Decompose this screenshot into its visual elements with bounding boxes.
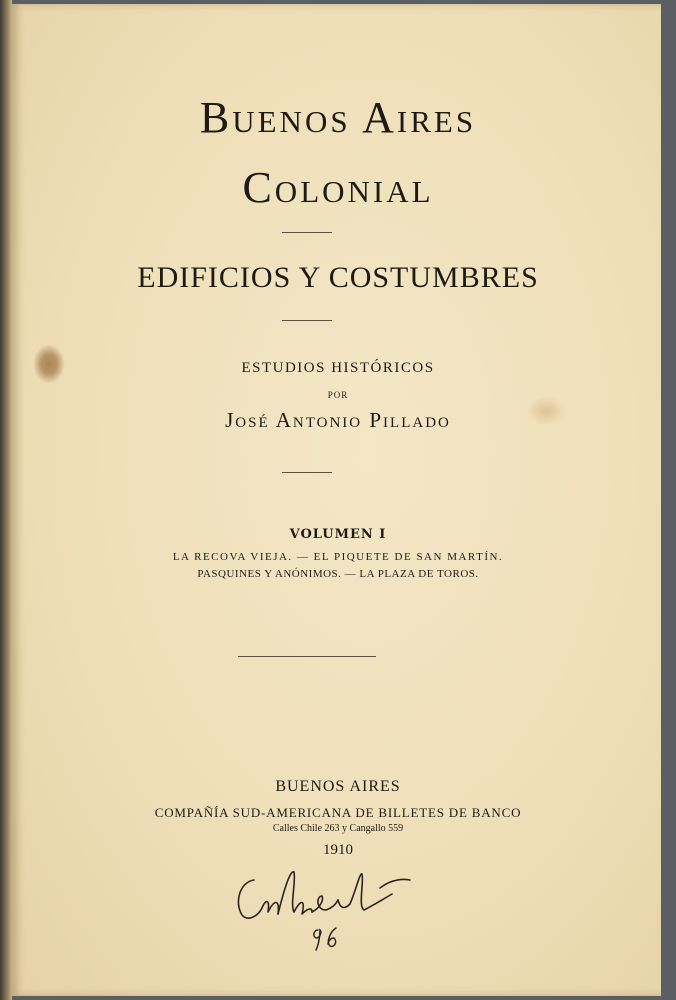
imprint-publisher: COMPAÑÍA SUD-AMERICANA DE BILLETES DE BANCO bbox=[154, 805, 522, 820]
subtitle: EDIFICIOS Y COSTUMBRES bbox=[137, 261, 539, 294]
imprint-address: Calles Chile 263 y Cangallo 559 bbox=[272, 823, 404, 834]
author-name: José Antonio Pillado bbox=[225, 408, 451, 432]
title-line-2: Colonial bbox=[242, 163, 434, 212]
imprint-city: BUENOS AIRES bbox=[275, 778, 401, 795]
contents-line-1: LA RECOVA VIEJA. — EL PIQUETE DE SAN MARTÍN. bbox=[172, 551, 504, 563]
divider-rule-4 bbox=[238, 656, 376, 657]
divider-rule-3 bbox=[282, 472, 332, 473]
handwritten-signature bbox=[232, 860, 422, 960]
divider-rule-1 bbox=[282, 232, 332, 233]
volume-label: VOLUMEN I bbox=[289, 527, 387, 542]
studies-label: ESTUDIOS HISTÓRICOS bbox=[241, 360, 435, 376]
imprint-year: 1910 bbox=[323, 842, 353, 858]
contents-line-2: PASQUINES Y ANÓNIMOS. — LA PLAZA DE TOROS. bbox=[197, 568, 479, 580]
title-line-1: Buenos Aires bbox=[199, 93, 477, 142]
por-label: POR bbox=[327, 390, 349, 400]
divider-rule-2 bbox=[282, 320, 332, 321]
